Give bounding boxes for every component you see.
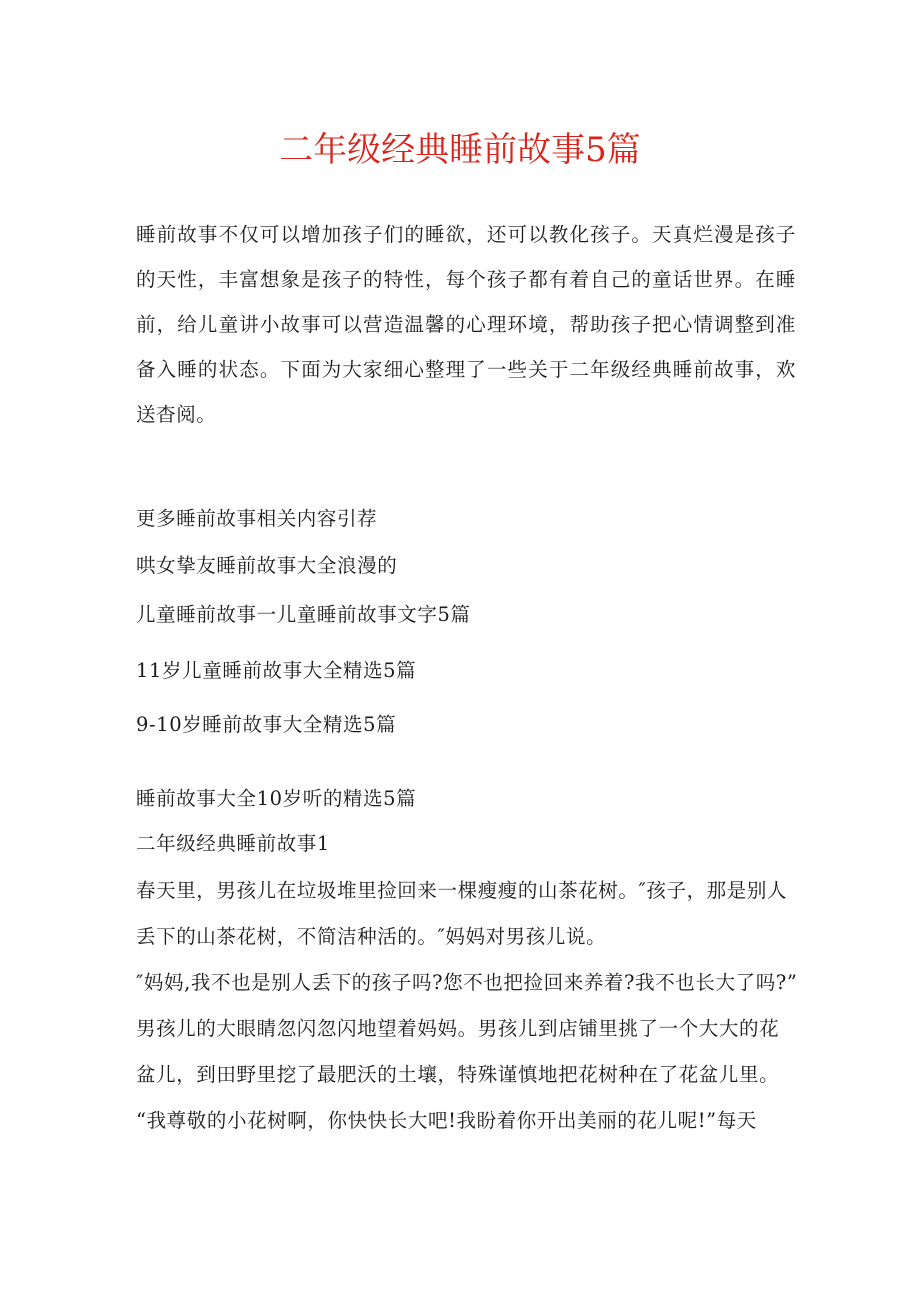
story-line: “我尊敬的小花树啊，你快快长大吧!我盼着你开出美丽的花儿呢!”每天 xyxy=(136,1109,757,1132)
story-line: 春天里，男孩儿在垃圾堆里捡回来一棵瘦瘦的山茶花树。″孩子，那是别人 xyxy=(136,879,788,902)
related-link[interactable]: 哄女挚友睡前故事大全浪漫的 xyxy=(136,554,398,577)
story-line: ″妈妈,我不也是别人丢下的孩子吗?您不也把捡回来养着?我不也长大了吗?” xyxy=(136,971,798,994)
story-line: 盆儿，到田野里挖了最肥沃的土壤，特殊谨慎地把花树种在了花盆儿里。 xyxy=(136,1063,780,1086)
related-link[interactable]: 儿童睡前故事一儿童睡前故事文字5篇 xyxy=(136,603,471,626)
related-link[interactable]: 睡前故事大全10岁听的精选5篇 xyxy=(136,787,417,810)
intro-paragraph: 睡前故事不仅可以增加孩子们的睡欲，还可以教化孩子。天真烂漫是孩子的天性，丰富想象是孩子的特性，每个孩子都有着自己的童话世界。在睡前，给儿童讲小故事可以营造温馨的心理环境，帮助孩子把心情调整到准备入睡的状态。下面为大家细心整理了一些关于二年级经典睡前故事，欢送杳阅。 xyxy=(136,223,796,426)
story-line: 丢下的山茶花树，不简洁种活的。″妈妈对男孩儿说。 xyxy=(136,925,607,948)
document-title: 二年级经典睡前故事5篇 xyxy=(279,130,641,170)
story-heading: 二年级经典睡前故事1 xyxy=(136,832,330,855)
related-link[interactable]: 11岁儿童睡前故事大全精选5篇 xyxy=(136,659,417,682)
story-body xyxy=(136,876,798,1152)
story-line: 男孩儿的大眼睛忽闪忽闪地望着妈妈。男孩儿到店铺里挑了一个大大的花 xyxy=(136,1017,780,1040)
related-heading: 更多睡前故事相关内容引荐 xyxy=(136,507,378,530)
related-link[interactable]: 9-10岁睡前故事大全精选5篇 xyxy=(136,713,397,736)
